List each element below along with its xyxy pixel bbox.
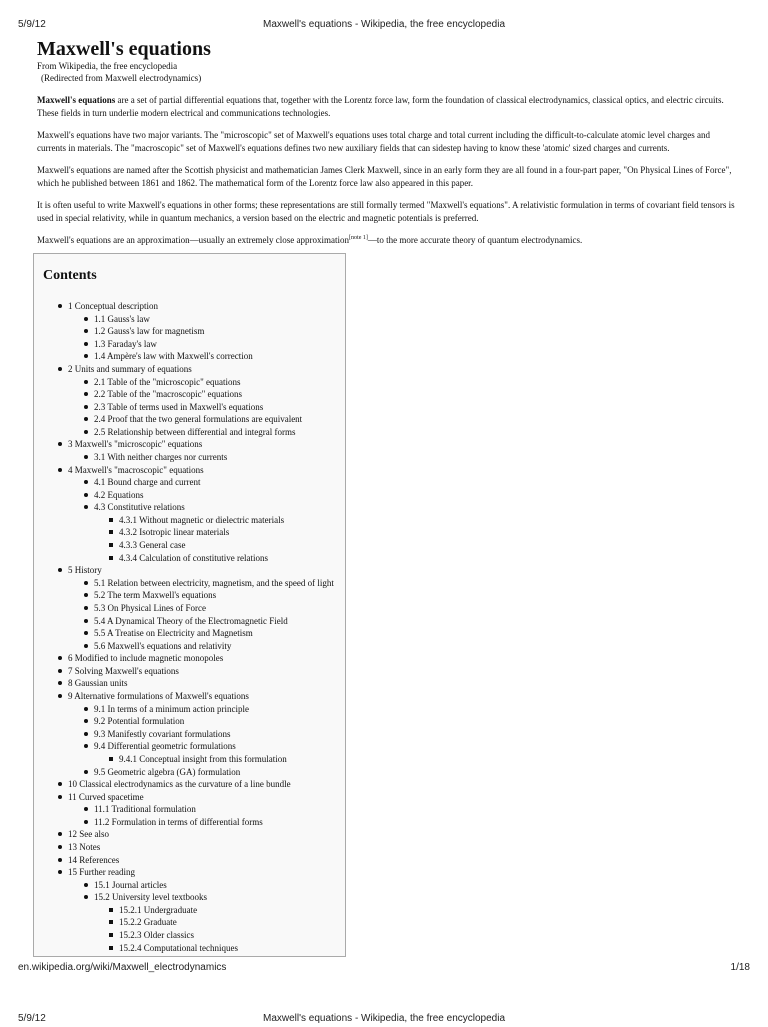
toc-item[interactable] bbox=[68, 665, 179, 677]
bullet-icon bbox=[58, 669, 62, 673]
bullet-icon bbox=[58, 782, 62, 786]
toc-item[interactable] bbox=[119, 929, 194, 941]
print-date: 5/9/12 bbox=[18, 19, 46, 30]
toc-item-label[interactable]: 5.4 A Dynamical Theory of the Electromagnetic Field bbox=[94, 615, 288, 626]
toc-item-label[interactable]: 9.5 Geometric algebra (GA) formulation bbox=[94, 766, 241, 777]
bullet-icon bbox=[84, 417, 88, 421]
toc-item-label[interactable]: 11.2 Formulation in terms of differential forms bbox=[94, 816, 263, 827]
toc-item[interactable] bbox=[94, 350, 253, 362]
page-title: Maxwell's equations bbox=[37, 38, 211, 60]
bullet-icon bbox=[58, 832, 62, 836]
toc-item[interactable] bbox=[94, 803, 196, 815]
bullet-icon bbox=[109, 757, 113, 761]
toc-item-label[interactable]: 5.3 On Physical Lines of Force bbox=[94, 602, 206, 613]
toc-item-label[interactable]: 1.4 Ampère's law with Maxwell's correction bbox=[94, 351, 253, 362]
bullet-icon bbox=[58, 304, 62, 308]
bullet-icon bbox=[84, 820, 88, 824]
toc-item-label[interactable]: 5.2 The term Maxwell's equations bbox=[94, 590, 217, 601]
bullet-icon bbox=[84, 732, 88, 736]
toc-item-label[interactable]: 15.2.1 Undergraduate bbox=[119, 904, 198, 915]
toc-item-label[interactable]: 2.1 Table of the "microscopic" equations bbox=[94, 376, 241, 387]
bullet-icon bbox=[84, 619, 88, 623]
toc-item[interactable] bbox=[94, 627, 253, 639]
toc-item-label[interactable]: 2.5 Relationship between differential and integral forms bbox=[94, 426, 296, 437]
paragraph-forms: It is often useful to write Maxwell's equations in other forms; these representations are still formally termed "Maxwell's equations". A relativistic formulation in terms of covariant field tensors is used in special relativity, while in quantum mechanics, a version based on the electric and magnetic potentials is preferred. bbox=[37, 200, 735, 223]
bullet-icon bbox=[84, 631, 88, 635]
intro-paragraph bbox=[37, 94, 737, 119]
bullet-icon bbox=[84, 505, 88, 509]
bullet-icon bbox=[84, 317, 88, 321]
toc-item-label[interactable]: 15.1 Journal articles bbox=[94, 879, 167, 890]
toc-item[interactable] bbox=[94, 338, 157, 350]
print-header bbox=[18, 19, 750, 33]
toc-item[interactable] bbox=[68, 828, 109, 840]
toc-item[interactable] bbox=[94, 816, 263, 828]
toc-item-label[interactable]: 5.1 Relation between electricity, magnetism, and the speed of light bbox=[94, 577, 334, 588]
next-page-header bbox=[18, 1013, 750, 1027]
toc-item[interactable] bbox=[94, 388, 242, 400]
toc-item-label[interactable]: 4.3 Constitutive relations bbox=[94, 502, 185, 513]
toc-item[interactable] bbox=[94, 879, 167, 891]
toc-item-label[interactable]: 9.4 Differential geometric formulations bbox=[94, 741, 236, 752]
toc-item[interactable] bbox=[94, 451, 227, 463]
bullet-icon bbox=[109, 530, 113, 534]
bullet-icon bbox=[84, 644, 88, 648]
toc-item-label[interactable]: 4.2 Equations bbox=[94, 489, 144, 500]
toc-item-label[interactable]: 5.6 Maxwell's equations and relativity bbox=[94, 640, 232, 651]
toc-item-label[interactable]: 3.1 With neither charges nor currents bbox=[94, 452, 228, 462]
paragraph-approximation bbox=[37, 234, 737, 247]
paragraph-variants: Maxwell's equations have two major variants. The "microscopic" set of Maxwell's equations uses total charge and total current including the difficult-to-calculate atomic level charges and currents in materials. The "macroscopic" set of Maxwell's equations defines two new auxiliary fields that can sidestep having to know these 'atomic' sized charges and currents. bbox=[37, 130, 710, 153]
toc-item-label[interactable]: 15.2.2 Graduate bbox=[119, 917, 177, 928]
toc-item-label[interactable]: 13 Notes bbox=[68, 841, 101, 852]
toc-item[interactable] bbox=[68, 778, 291, 790]
bullet-icon bbox=[84, 392, 88, 396]
toc-item[interactable] bbox=[94, 426, 296, 438]
bullet-icon bbox=[58, 367, 62, 371]
toc-item[interactable] bbox=[94, 413, 302, 425]
next-print-date: 5/9/12 bbox=[18, 1013, 46, 1024]
toc-item-label[interactable]: 10 Classical electrodynamics as the curvature of a line bundle bbox=[68, 779, 291, 789]
toc-item-label[interactable]: 2.3 Table of terms used in Maxwell's equations bbox=[94, 401, 264, 412]
bullet-icon bbox=[58, 870, 62, 874]
toc-item-label[interactable]: 9.1 In terms of a minimum action principle bbox=[94, 703, 249, 714]
bullet-icon bbox=[84, 342, 88, 346]
print-page-title: Maxwell's equations - Wikipedia, the free encyclopedia bbox=[262, 19, 506, 30]
toc-item-label[interactable]: 2.2 Table of the "macroscopic" equations bbox=[94, 389, 243, 400]
paragraph-naming: Maxwell's equations are named after the Scottish physicist and mathematician James Clerk Maxwell, since in an early form they are all found in a four-part paper, "On Physical Lines of Force", which he published between 1861 and 1862. The mathematical form of the Lorentz force law also appeared in this paper. bbox=[37, 165, 732, 188]
toc-item[interactable] bbox=[119, 552, 268, 564]
toc-item[interactable] bbox=[68, 363, 192, 375]
toc-item[interactable] bbox=[119, 539, 185, 551]
bullet-icon bbox=[84, 354, 88, 358]
toc-item-label[interactable]: 14 References bbox=[68, 854, 120, 865]
bullet-icon bbox=[84, 430, 88, 434]
bullet-icon bbox=[109, 908, 113, 912]
bullet-icon bbox=[58, 681, 62, 685]
bullet-icon bbox=[84, 455, 88, 459]
toc-item[interactable] bbox=[68, 841, 100, 853]
bullet-icon bbox=[84, 770, 88, 774]
toc-item-label[interactable]: 9.2 Potential formulation bbox=[94, 716, 185, 727]
bullet-icon bbox=[84, 807, 88, 811]
toc-item[interactable] bbox=[68, 854, 119, 866]
intro-text: are a set of partial differential equations that, together with the Lorentz force law, form the foundation of classical electrodynamics, classical optics, and electric circuits. These fields in turn underlie modern electrical and communications technologies. bbox=[37, 95, 724, 118]
toc-item[interactable] bbox=[119, 753, 287, 765]
footnote-link[interactable]: [note 1] bbox=[349, 235, 368, 241]
toc-item[interactable] bbox=[94, 766, 240, 778]
toc-item-label[interactable]: 6 Modified to include magnetic monopoles bbox=[68, 653, 224, 664]
next-print-title: Maxwell's equations - Wikipedia, the free encyclopedia bbox=[262, 1013, 506, 1024]
toc-item-label[interactable]: 2 Units and summary of equations bbox=[68, 363, 192, 374]
toc-item[interactable] bbox=[94, 313, 150, 325]
bullet-icon bbox=[58, 845, 62, 849]
toc-item[interactable] bbox=[94, 489, 144, 501]
toc-item[interactable] bbox=[94, 476, 201, 488]
toc-item[interactable] bbox=[94, 715, 184, 727]
toc-item-label[interactable]: 5 History bbox=[68, 565, 102, 576]
bullet-icon bbox=[58, 468, 62, 472]
bullet-icon bbox=[109, 933, 113, 937]
bullet-icon bbox=[58, 795, 62, 799]
toc-item-label[interactable]: 3 Maxwell's "microscopic" equations bbox=[68, 439, 203, 450]
bullet-icon bbox=[84, 895, 88, 899]
toc-item-label[interactable]: 4.3.1 Without magnetic or dielectric materials bbox=[119, 514, 285, 525]
bullet-icon bbox=[58, 442, 62, 446]
bullet-icon bbox=[84, 329, 88, 333]
bullet-icon bbox=[84, 719, 88, 723]
toc-item-label[interactable]: 2.4 Proof that the two general formulations are equivalent bbox=[94, 414, 303, 425]
toc-item-label[interactable]: 11.1 Traditional formulation bbox=[94, 804, 196, 815]
bullet-icon bbox=[58, 858, 62, 862]
toc-item[interactable] bbox=[119, 514, 284, 526]
bullet-icon bbox=[109, 946, 113, 950]
toc-item-label[interactable]: 4.1 Bound charge and current bbox=[94, 477, 201, 488]
toc-item[interactable] bbox=[68, 464, 204, 476]
table-of-contents bbox=[33, 253, 346, 957]
print-footer bbox=[18, 962, 750, 976]
toc-item-label[interactable]: 7 Solving Maxwell's equations bbox=[68, 665, 179, 676]
toc-item-label[interactable]: 4.3.4 Calculation of constitutive relations bbox=[119, 552, 268, 563]
toc-item-label[interactable]: 9.4.1 Conceptual insight from this formulation bbox=[119, 753, 287, 764]
toc-item[interactable] bbox=[119, 942, 238, 954]
toc-item[interactable] bbox=[94, 325, 204, 337]
approx-text-a: Maxwell's equations are an approximation—usually an extremely close approximation bbox=[37, 235, 350, 245]
toc-item[interactable] bbox=[94, 615, 288, 627]
toc-item[interactable] bbox=[68, 866, 135, 878]
bullet-icon bbox=[84, 883, 88, 887]
toc-title: Contents bbox=[43, 268, 97, 283]
toc-item[interactable] bbox=[94, 401, 263, 413]
toc-item[interactable] bbox=[94, 703, 249, 715]
toc-item[interactable] bbox=[68, 438, 202, 450]
bullet-icon bbox=[84, 480, 88, 484]
bullet-icon bbox=[84, 581, 88, 585]
toc-item-label[interactable]: 9.3 Manifestly covariant formulations bbox=[94, 728, 231, 739]
bullet-icon bbox=[84, 405, 88, 409]
article-content bbox=[37, 38, 737, 247]
toc-item[interactable] bbox=[68, 652, 223, 664]
site-sub: From Wikipedia, the free encyclopedia bbox=[37, 61, 178, 71]
toc-item-label[interactable]: 4.3.3 General case bbox=[119, 540, 186, 550]
bullet-icon bbox=[109, 920, 113, 924]
bullet-icon bbox=[84, 380, 88, 384]
redirect-note: (Redirected from Maxwell electrodynamics) bbox=[41, 73, 202, 83]
toc-item[interactable] bbox=[94, 376, 241, 388]
toc-item-label[interactable]: 9 Alternative formulations of Maxwell's equations bbox=[68, 691, 249, 701]
bullet-icon bbox=[109, 518, 113, 522]
toc-item[interactable] bbox=[94, 501, 185, 513]
toc-item[interactable] bbox=[68, 564, 102, 576]
bullet-icon bbox=[84, 606, 88, 610]
toc-item[interactable] bbox=[94, 728, 230, 740]
toc-item-label[interactable]: 5.5 A Treatise on Electricity and Magnetism bbox=[94, 628, 253, 639]
toc-item[interactable] bbox=[68, 690, 249, 702]
toc-item-label[interactable]: 15.2.4 Computational techniques bbox=[119, 942, 238, 953]
toc-item-label[interactable]: 1.2 Gauss's law for magnetism bbox=[94, 326, 205, 337]
toc-item-label[interactable]: 15.2.3 Older classics bbox=[119, 930, 194, 940]
toc-item[interactable] bbox=[94, 577, 334, 589]
toc-item-label[interactable]: 12 See also bbox=[68, 829, 109, 840]
toc-item[interactable] bbox=[68, 300, 158, 312]
bullet-icon bbox=[84, 593, 88, 597]
toc-item[interactable] bbox=[94, 891, 207, 903]
toc-item[interactable] bbox=[94, 589, 216, 601]
toc-item-label[interactable]: 15 Further reading bbox=[68, 867, 135, 878]
toc-item-label[interactable]: 1.3 Faraday's law bbox=[94, 338, 157, 349]
toc-item[interactable] bbox=[68, 791, 144, 803]
print-url: en.wikipedia.org/wiki/Maxwell_electrodynamics bbox=[18, 962, 227, 973]
toc-item-label[interactable]: 4 Maxwell's "macroscopic" equations bbox=[68, 464, 204, 475]
toc-item[interactable] bbox=[119, 526, 229, 538]
bullet-icon bbox=[58, 656, 62, 660]
toc-item-label[interactable]: 8 Gaussian units bbox=[68, 678, 128, 689]
bullet-icon bbox=[58, 568, 62, 572]
toc-item-label[interactable]: 1.1 Gauss's law bbox=[94, 313, 150, 324]
toc-item[interactable] bbox=[68, 677, 128, 689]
toc-item-label[interactable]: 4.3.2 Isotropic linear materials bbox=[119, 527, 230, 538]
toc-item[interactable] bbox=[94, 740, 236, 752]
toc-item-label[interactable]: 15.2 University level textbooks bbox=[94, 892, 207, 903]
toc-item[interactable] bbox=[94, 640, 231, 652]
page-number: 1/18 bbox=[730, 962, 750, 973]
bullet-icon bbox=[109, 556, 113, 560]
toc-item[interactable] bbox=[119, 916, 177, 928]
bullet-icon bbox=[84, 744, 88, 748]
toc-item-label[interactable]: 11 Curved spacetime bbox=[68, 791, 144, 802]
bullet-icon bbox=[84, 493, 88, 497]
bullet-icon bbox=[84, 707, 88, 711]
toc-item[interactable] bbox=[119, 904, 197, 916]
approx-text-b: —to the more accurate theory of quantum electrodynamics. bbox=[367, 235, 583, 245]
bullet-icon bbox=[109, 543, 113, 547]
toc-item-label[interactable]: 1 Conceptual description bbox=[68, 301, 158, 311]
toc-item[interactable] bbox=[94, 602, 206, 614]
bullet-icon bbox=[58, 694, 62, 698]
intro-bold-term: Maxwell's equations bbox=[37, 95, 116, 105]
